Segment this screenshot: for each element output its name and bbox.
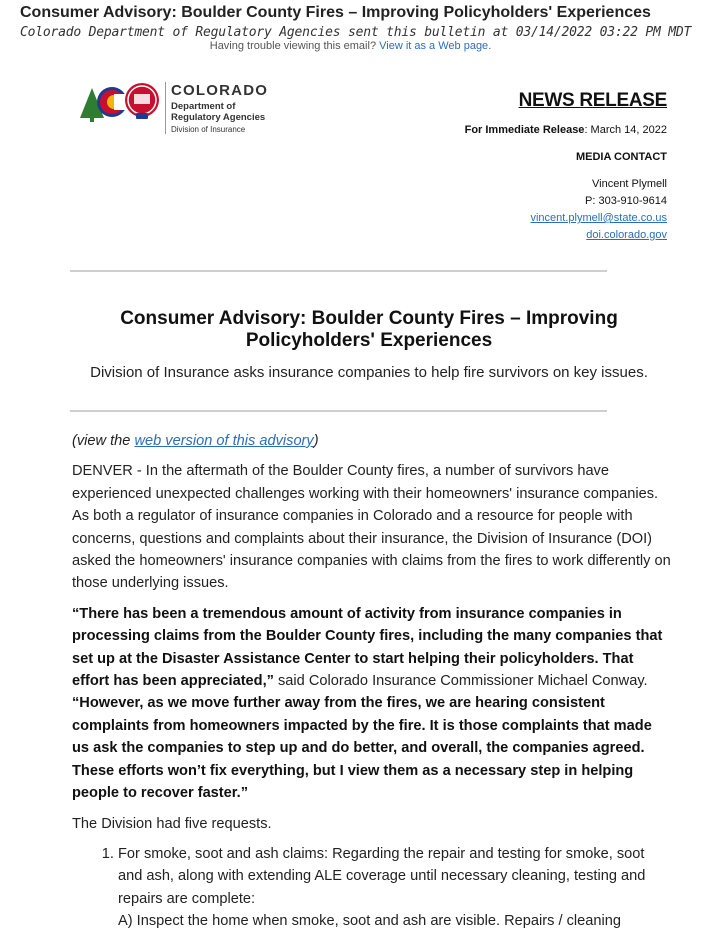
paragraph-denver: DENVER - In the aftermath of the Boulder County fires, a number of survivors have experienced unexpected challenges working with their homeowners' insurance companies. As both a regulator of insurance companies in Colorado and a resource for people with concerns, questions and complaints about their insurance, the Division of Insurance (DOI) asked the homeowners' insurance companies with claims from the fires to work differently on those underlying issues. bbox=[72, 463, 671, 592]
logo-separator bbox=[165, 82, 166, 134]
colorado-flag-logo-icon bbox=[78, 80, 168, 136]
trouble-end: . bbox=[488, 40, 492, 52]
contact-name: Vincent Plymell bbox=[592, 178, 667, 190]
contact-site-link[interactable]: doi.colorado.gov bbox=[586, 229, 667, 241]
article-body bbox=[72, 430, 672, 933]
dora-logo bbox=[78, 80, 278, 136]
immediate-release-date: : March 14, 2022 bbox=[584, 124, 667, 136]
quote-attribution: said Colorado Insurance Commissioner Michael Conway. bbox=[273, 673, 648, 690]
logo-line1: Department of bbox=[171, 101, 236, 112]
contact-email-link[interactable]: vincent.plymell@state.co.us bbox=[530, 212, 667, 224]
quote-part-2: “However, as we move further away from the fires, we are hearing consistent complaints from homeowners impacted by the fire. It is those complaints that made us ask the companies to step up and do better, and overall, the companies agreed. These efforts won’t fix everything, but I view them as a necessary step in helping people to recover faster.” bbox=[72, 695, 652, 802]
sender-line: Colorado Department of Regulatory Agencies sent this bulletin at 03/14/2022 03:22 PM MDT bbox=[20, 25, 692, 40]
list-item-1-a: A) Inspect the home when smoke, soot and ash are visible. Repairs / cleaning bbox=[118, 913, 621, 930]
view-prefix: (view the bbox=[72, 433, 135, 449]
divider-middle bbox=[70, 410, 607, 412]
list-item bbox=[118, 843, 672, 933]
list-item-1-text: For smoke, soot and ash claims: Regarding the repair and testing for smoke, soot and ash, along with extending ALE coverage until necessary cleaning, testing and repairs are complete: bbox=[118, 845, 646, 907]
email-subject: Consumer Advisory: Boulder County Fires – Improving Policyholders' Experiences bbox=[20, 4, 651, 21]
news-release-title: NEWS RELEASE bbox=[518, 90, 667, 111]
immediate-release-line bbox=[465, 122, 667, 139]
paragraph-quote bbox=[72, 603, 672, 805]
requests-list bbox=[72, 843, 672, 933]
logo-division: Division of Insurance bbox=[171, 125, 246, 134]
web-version-link[interactable]: web version of this advisory bbox=[134, 433, 314, 449]
trouble-viewing-line bbox=[0, 40, 701, 52]
contact-phone: P: 303-910-9614 bbox=[585, 195, 667, 207]
article-subhead: Division of Insurance asks insurance companies to help fire survivors on key issues. bbox=[90, 364, 648, 381]
view-as-web-page-link[interactable]: View it as a Web page bbox=[379, 40, 489, 52]
logo-line2: Regulatory Agencies bbox=[171, 112, 266, 123]
logo-state: COLORADO bbox=[171, 82, 269, 99]
web-version-line bbox=[72, 430, 672, 452]
news-release-block bbox=[465, 90, 667, 244]
trouble-text: Having trouble viewing this email? bbox=[209, 40, 377, 52]
divider-top bbox=[70, 270, 607, 272]
paragraph-requests: The Division had five requests. bbox=[72, 815, 272, 832]
immediate-release-label: For Immediate Release bbox=[464, 124, 585, 136]
quote-part-1: “There has been a tremendous amount of activity from insurance companies in processing claims from the Boulder County fires, including the many companies that set up at the Disaster Assistance Center to start helping their policyholders. That effort has been appreciated,” bbox=[72, 605, 663, 690]
view-suffix: ) bbox=[313, 433, 319, 449]
article-headline: Consumer Advisory: Boulder County Fires – Improving Policyholders' Experiences bbox=[120, 308, 618, 351]
media-contact-label: MEDIA CONTACT bbox=[575, 151, 667, 163]
